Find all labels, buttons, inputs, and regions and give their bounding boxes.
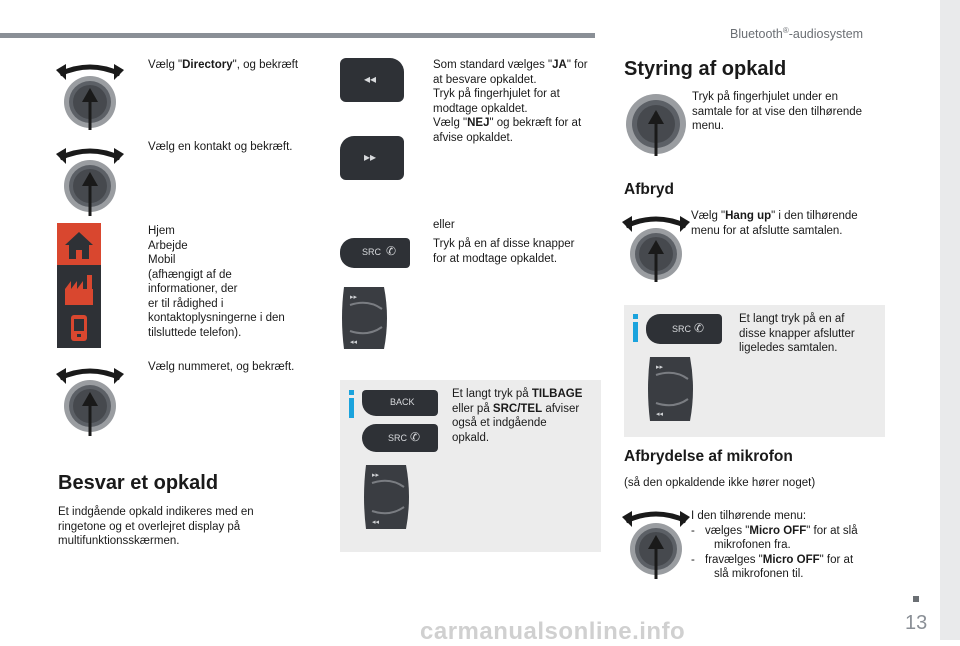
step-text: ", og bekræft xyxy=(232,59,299,71)
header-suffix: -audiosystem xyxy=(788,27,864,42)
svg-text:◂◂: ◂◂ xyxy=(372,519,380,526)
text-line: modtage opkaldet. xyxy=(433,102,528,115)
text-line: også et indgående xyxy=(452,417,547,429)
step-select-number: Vælg nummeret, og bekræft. xyxy=(148,361,295,373)
header-sup: ® xyxy=(782,26,789,35)
phone-icon: ✆ xyxy=(694,321,705,335)
answer-instructions xyxy=(433,58,603,145)
text: " og bekræft for at xyxy=(489,117,582,129)
text: Vælg " xyxy=(433,117,468,129)
info-icon xyxy=(349,398,354,418)
rotary-knob-icon xyxy=(56,362,124,438)
page-marker xyxy=(913,596,919,602)
list-line: Arbejde xyxy=(148,239,188,252)
rotary-knob-icon xyxy=(622,505,690,581)
text: eller på xyxy=(452,402,493,415)
phone-icon: ✆ xyxy=(386,244,397,258)
text-line: disse knapper afslutter xyxy=(739,327,855,340)
text: " for at slå xyxy=(806,524,858,537)
or-label: eller xyxy=(433,219,455,231)
press-buttons-text xyxy=(433,237,603,266)
back-label: BACK xyxy=(390,397,415,407)
list-dash: - xyxy=(691,553,695,566)
text: " for at xyxy=(819,553,854,566)
text: " for xyxy=(566,59,588,71)
list-line: tilsluttede telefon). xyxy=(148,326,242,339)
header-rule xyxy=(0,33,595,38)
src-label: SRC xyxy=(362,247,382,257)
prev-button-graphic xyxy=(340,58,404,102)
text-bold: TILBAGE xyxy=(531,388,583,400)
text-line: at besvare opkaldet. xyxy=(433,73,537,86)
text-line: Tryk på fingerhjulet for at xyxy=(433,88,560,100)
text-bold: Micro OFF xyxy=(749,524,807,537)
text-line: menu. xyxy=(692,120,724,132)
text-line: menu for at afslutte samtalen. xyxy=(691,224,843,237)
rotary-knob-icon xyxy=(622,92,690,158)
section-text-besvar xyxy=(58,505,318,549)
text-line: I den tilhørende menu: xyxy=(691,510,807,522)
text-line: multifunktionsskærmen. xyxy=(58,535,180,547)
text-line: mikrofonen fra. xyxy=(714,539,791,551)
list-line: (afhængigt af de xyxy=(148,268,232,281)
text-line: ligeledes samtalen. xyxy=(739,342,838,354)
text: afviser xyxy=(542,402,580,415)
text-line: Et langt tryk på en af xyxy=(739,313,845,325)
text: Vælg " xyxy=(691,210,726,222)
text-bold: SRC/TEL xyxy=(492,402,543,415)
text-line: ringetone og et overlejret display på xyxy=(58,520,241,533)
text-line: slå mikrofonen til. xyxy=(714,568,804,580)
section-title-styring: Styring af opkald xyxy=(624,58,787,80)
watermark: carmanualsonline.info xyxy=(420,618,686,645)
side-margin xyxy=(940,0,960,640)
text: Et langt tryk på xyxy=(452,388,532,400)
phone-icon: ✆ xyxy=(410,430,421,444)
mikrofon-note: (så den opkaldende ikke hører noget) xyxy=(624,477,816,489)
next-symbol: ▸▸ xyxy=(364,150,377,164)
header-title: Bluetooth xyxy=(730,27,783,42)
next-button-graphic xyxy=(340,136,404,180)
svg-text:▸▸: ▸▸ xyxy=(350,294,358,301)
src-button-graphic xyxy=(340,238,410,268)
text: vælges " xyxy=(705,524,750,537)
src-button-graphic-3 xyxy=(646,314,722,344)
steering-control-graphic xyxy=(338,285,390,351)
src-button-graphic-2 xyxy=(362,424,438,452)
step-bold: Directory xyxy=(182,59,233,71)
text-line: afvise opkaldet. xyxy=(433,131,513,144)
text-line: Tryk på en af disse knapper xyxy=(433,238,575,250)
list-line: Hjem xyxy=(148,225,175,237)
svg-text:◂◂: ◂◂ xyxy=(656,411,664,418)
contact-type-graphic xyxy=(57,223,101,348)
steering-control-graphic xyxy=(360,463,412,531)
contact-type-icons xyxy=(57,223,101,348)
mikrofon-menu-text xyxy=(691,509,891,582)
section-title-besvar: Besvar et opkald xyxy=(58,472,219,494)
step-select-contact: Vælg en kontakt og bekræft. xyxy=(148,141,293,153)
back-button-graphic xyxy=(362,390,438,416)
step-text: Vælg " xyxy=(148,59,183,71)
text-line: Et indgående opkald indikeres med en xyxy=(58,506,254,518)
rotary-knob-icon xyxy=(56,58,124,130)
text-line: for at modtage opkaldet. xyxy=(433,252,558,265)
text-bold: Micro OFF xyxy=(762,553,820,566)
src-label: SRC xyxy=(388,433,408,443)
svg-text:▸▸: ▸▸ xyxy=(656,364,664,371)
prev-symbol: ◂◂ xyxy=(364,72,377,86)
svg-text:◂◂: ◂◂ xyxy=(350,339,358,346)
list-dash: - xyxy=(691,524,695,537)
contact-type-list xyxy=(148,224,318,340)
svg-text:▸▸: ▸▸ xyxy=(372,472,380,479)
src-label: SRC xyxy=(672,324,692,334)
running-header xyxy=(730,26,863,41)
steering-control-graphic xyxy=(644,355,696,423)
info-text-right xyxy=(739,312,881,356)
info-text-middle xyxy=(452,387,598,445)
list-line: Mobil xyxy=(148,254,176,266)
text-line: samtale for at vise den tilhørende xyxy=(692,105,863,118)
text: " i den tilhørende xyxy=(771,210,858,222)
list-line: er til rådighed i xyxy=(148,297,224,310)
text-line: Tryk på fingerhjulet under en xyxy=(692,91,838,103)
rotary-knob-icon xyxy=(622,210,690,282)
styring-intro xyxy=(692,90,882,134)
text: fravælges " xyxy=(705,553,763,566)
rotary-knob-icon xyxy=(56,142,124,218)
text-bold: Hang up xyxy=(725,210,772,222)
section-title-mikrofon: Afbrydelse af mikrofon xyxy=(624,448,793,465)
list-line: informationer, der xyxy=(148,283,238,295)
step-directory xyxy=(148,58,298,73)
page-number: 13 xyxy=(905,612,928,634)
text-bold: NEJ xyxy=(467,117,490,129)
afbryd-text xyxy=(691,209,881,238)
text: Som standard vælges " xyxy=(433,59,553,71)
info-icon xyxy=(633,322,638,342)
list-line: kontaktoplysningerne i den xyxy=(148,312,285,324)
info-icon-dot xyxy=(349,390,354,395)
text-line: opkald. xyxy=(452,431,490,444)
text-bold: JA xyxy=(552,59,567,71)
section-title-afbryd: Afbryd xyxy=(624,181,674,198)
info-icon-dot xyxy=(633,314,638,319)
